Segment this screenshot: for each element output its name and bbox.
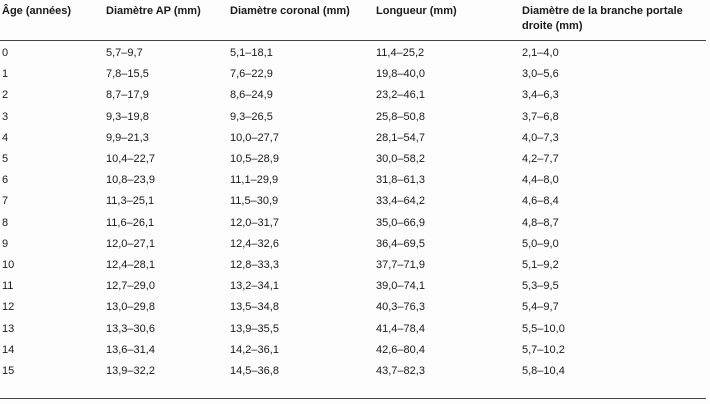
cell-coronal-diameter: 5,1–18,1 (230, 47, 273, 60)
cell-coronal-diameter: 8,6–24,9 (230, 89, 273, 102)
cell-length: 33,4–64,2 (376, 195, 425, 208)
table-row (0, 297, 706, 318)
header-right-portal-branch: Diamètre de la branche portale droite (mm) (522, 5, 683, 32)
cell-coronal-diameter: 12,4–32,6 (230, 237, 279, 250)
bottom-rule (0, 398, 706, 399)
cell-length: 19,8–40,0 (376, 68, 425, 81)
cell-age: 7 (2, 195, 9, 208)
cell-coronal-diameter: 12,8–33,3 (230, 258, 279, 271)
cell-ap-diameter: 7,8–15,5 (106, 68, 149, 81)
cell-ap-diameter: 5,7–9,7 (106, 47, 143, 60)
header-coronal-diameter: Diamètre coronal (mm) (230, 5, 350, 17)
cell-age: 2 (2, 89, 9, 102)
cell-right-portal-branch: 5,3–9,5 (522, 280, 559, 293)
table-row (0, 64, 706, 85)
cell-right-portal-branch: 5,0–9,0 (522, 237, 559, 250)
cell-length: 43,7–82,3 (376, 364, 425, 377)
table-row (0, 107, 706, 128)
cell-ap-diameter: 8,7–17,9 (106, 89, 149, 102)
cell-age: 15 (2, 364, 15, 377)
table-row (0, 191, 706, 212)
cell-age: 9 (2, 237, 9, 250)
cell-age: 13 (2, 322, 15, 335)
cell-coronal-diameter: 13,2–34,1 (230, 280, 279, 293)
table-row (0, 318, 706, 339)
cell-age: 3 (2, 110, 9, 123)
cell-coronal-diameter: 10,0–27,7 (230, 131, 279, 144)
cell-ap-diameter: 10,8–23,9 (106, 174, 155, 187)
cell-ap-diameter: 12,7–29,0 (106, 280, 155, 293)
cell-ap-diameter: 12,4–28,1 (106, 258, 155, 271)
cell-right-portal-branch: 5,1–9,2 (522, 258, 559, 271)
cell-ap-diameter: 13,6–31,4 (106, 343, 155, 356)
cell-age: 11 (2, 280, 14, 293)
cell-length: 30,0–58,2 (376, 153, 425, 166)
cell-age: 10 (2, 258, 15, 271)
table-header (0, 0, 706, 41)
cell-right-portal-branch: 5,7–10,2 (522, 343, 565, 356)
cell-age: 5 (2, 153, 9, 166)
table-row (0, 276, 706, 297)
cell-coronal-diameter: 12,0–31,7 (230, 216, 279, 229)
cell-length: 11,4–25,2 (376, 47, 425, 60)
cell-ap-diameter: 12,0–27,1 (106, 237, 155, 250)
cell-ap-diameter: 10,4–22,7 (106, 153, 155, 166)
cell-right-portal-branch: 4,2–7,7 (522, 153, 559, 166)
cell-length: 37,7–71,9 (376, 258, 425, 271)
cell-length: 35,0–66,9 (376, 216, 425, 229)
cell-length: 39,0–74,1 (376, 280, 425, 293)
cell-age: 14 (2, 343, 15, 356)
cell-right-portal-branch: 4,6–8,4 (522, 195, 559, 208)
cell-coronal-diameter: 11,5–30,9 (230, 195, 279, 208)
header-row (0, 0, 706, 41)
cell-ap-diameter: 13,3–30,6 (106, 322, 155, 335)
cell-length: 23,2–46,1 (376, 89, 425, 102)
cell-length: 36,4–69,5 (376, 237, 425, 250)
cell-length: 40,3–76,3 (376, 301, 425, 314)
cell-length: 42,6–80,4 (376, 343, 425, 356)
table-row (0, 41, 706, 65)
cell-coronal-diameter: 13,5–34,8 (230, 301, 279, 314)
cell-right-portal-branch: 4,4–8,0 (522, 174, 559, 187)
cell-right-portal-branch: 4,8–8,7 (522, 216, 559, 229)
cell-right-portal-branch: 3,4–6,3 (522, 89, 559, 102)
table-body (0, 41, 706, 383)
cell-coronal-diameter: 11,1–29,9 (230, 174, 279, 187)
cell-age: 12 (2, 301, 15, 314)
cell-right-portal-branch: 5,5–10,0 (522, 322, 565, 335)
cell-coronal-diameter: 14,5–36,8 (230, 364, 279, 377)
cell-ap-diameter: 11,6–26,1 (106, 216, 155, 229)
cell-right-portal-branch: 5,8–10,4 (522, 364, 565, 377)
cell-right-portal-branch: 3,0–5,6 (522, 68, 559, 81)
cell-coronal-diameter: 7,6–22,9 (230, 68, 273, 81)
cell-length: 41,4–78,4 (376, 322, 425, 335)
cell-right-portal-branch: 4,0–7,3 (522, 131, 559, 144)
table-row (0, 170, 706, 191)
table-row (0, 234, 706, 255)
table-row (0, 85, 706, 106)
table-row (0, 213, 706, 234)
cell-coronal-diameter: 13,9–35,5 (230, 322, 279, 335)
cell-ap-diameter: 9,9–21,3 (106, 131, 149, 144)
table-row (0, 128, 706, 149)
header-length: Longueur (mm) (376, 5, 457, 17)
cell-ap-diameter: 13,0–29,8 (106, 301, 155, 314)
table-row (0, 149, 706, 170)
cell-ap-diameter: 13,9–32,2 (106, 364, 155, 377)
cell-coronal-diameter: 9,3–26,5 (230, 110, 273, 123)
cell-coronal-diameter: 10,5–28,9 (230, 153, 279, 166)
header-ap-diameter: Diamètre AP (mm) (106, 5, 201, 17)
cell-age: 6 (2, 174, 9, 187)
cell-age: 1 (2, 68, 9, 81)
cell-age: 0 (2, 47, 9, 60)
cell-length: 28,1–54,7 (376, 131, 425, 144)
header-age: Âge (années) (2, 5, 72, 17)
cell-age: 4 (2, 131, 9, 144)
cell-length: 25,8–50,8 (376, 110, 425, 123)
table-row (0, 361, 706, 382)
table-row (0, 340, 706, 361)
table-row (0, 255, 706, 276)
cell-coronal-diameter: 14,2–36,1 (230, 343, 279, 356)
cell-right-portal-branch: 2,1–4,0 (522, 47, 559, 60)
cell-right-portal-branch: 5,4–9,7 (522, 301, 559, 314)
cell-right-portal-branch: 3,7–6,8 (522, 110, 559, 123)
cell-ap-diameter: 9,3–19,8 (106, 110, 149, 123)
cell-length: 31,8–61,3 (376, 174, 425, 187)
cell-age: 8 (2, 216, 9, 229)
cell-ap-diameter: 11,3–25,1 (106, 195, 155, 208)
